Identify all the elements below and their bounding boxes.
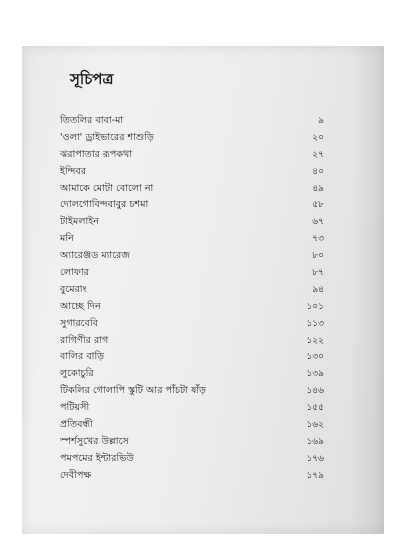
- toc-entry-title: লোফার: [60, 267, 89, 279]
- toc-entry-title: ইন্দিবর: [60, 165, 87, 177]
- toc-entry: [60, 468, 324, 485]
- toc-entry-page: ৯: [318, 116, 324, 126]
- toc-entry: [60, 147, 324, 164]
- toc-entry: [60, 197, 324, 214]
- toc-entry-title: দেবীপক্ষ: [60, 469, 92, 481]
- toc-entry: [60, 164, 324, 181]
- show-through-text: [332, 90, 378, 370]
- toc-entry-page: ২০: [312, 132, 324, 143]
- toc-entry: [60, 349, 324, 366]
- toc-entry: [60, 130, 324, 147]
- toc-entry-title: পটিয়সী: [60, 402, 90, 414]
- toc-entry: [60, 265, 324, 282]
- toc-entry-title: 'ওলা' ড্রাইভারের শাশুড়ি: [60, 131, 154, 143]
- toc-entry: [60, 333, 324, 350]
- toc-entry: [60, 451, 324, 468]
- toc-entry-page: ৭৩: [312, 234, 324, 245]
- toc-entry-title: টাইমলাইন: [60, 216, 99, 228]
- toc-entry: [60, 248, 324, 265]
- toc-entry-title: প্রতিবন্ধী: [60, 419, 93, 431]
- toc-entry-page: ৪৯: [312, 183, 324, 194]
- toc-entry: [60, 181, 324, 198]
- toc-entry: [60, 434, 324, 451]
- toc-entry-title: ঝরাপাতার রূপকথা: [60, 148, 133, 160]
- toc-entry-title: আচ্ছে দিন: [60, 300, 101, 312]
- toc-entry-page: ১৩০: [306, 352, 324, 363]
- toc-entry-title: তিতলির বাবা-মা: [60, 115, 124, 126]
- toc-entry-page: ৪০: [312, 166, 324, 177]
- toc-entry-title: বুমেরাং: [60, 283, 87, 295]
- toc-entry: [60, 316, 324, 333]
- toc-entry: [60, 400, 324, 417]
- toc-entry-title: লুকোচুরি: [60, 368, 94, 380]
- toc-entry: [60, 299, 324, 316]
- toc-entry: [60, 383, 324, 400]
- toc-entry-page: ১৪৬: [306, 386, 324, 397]
- toc-entry-page: ১২২: [306, 335, 324, 346]
- toc-entry-page: ১৬২: [306, 420, 324, 431]
- toc-entry-page: ৫৮: [312, 200, 324, 211]
- toc-entry-page: ৯৪: [312, 284, 324, 295]
- toc-entry: [60, 417, 324, 434]
- toc-entry-title: অ্যারেঞ্জড ম্যারেজ: [60, 250, 130, 262]
- contents-heading: সূচিপত্র: [70, 70, 114, 88]
- toc-entry-title: বালির বাড়ি: [60, 351, 105, 363]
- toc-entry: [60, 366, 324, 383]
- toc-entry-title: সুগারবেবি: [60, 317, 98, 329]
- book-page: [22, 46, 384, 534]
- toc-entry-title: স্পর্শসুখের উল্লাসে: [60, 435, 129, 447]
- toc-entry-page: ১৭৯: [306, 470, 324, 481]
- toc-entry-title: মনি: [60, 233, 74, 245]
- contents-list: [60, 113, 324, 485]
- toc-entry-page: ১০১: [306, 301, 324, 312]
- toc-entry-title: পমপমের ইন্টারভিউ: [60, 452, 134, 464]
- toc-entry-page: ১৭৬: [306, 453, 324, 464]
- toc-entry-page: ১১৩: [306, 318, 324, 329]
- toc-entry-page: ১৩৯: [306, 369, 324, 380]
- toc-entry-page: ৮০: [312, 251, 324, 262]
- toc-entry-title: রাগিণীর রাগ: [60, 334, 109, 346]
- toc-entry-page: ৬৭: [312, 217, 324, 228]
- toc-entry: [60, 231, 324, 248]
- toc-entry-page: ২৭: [312, 149, 324, 160]
- toc-entry: [60, 282, 324, 299]
- toc-entry-page: ১৫৫: [306, 403, 324, 414]
- toc-entry-page: ১৬৯: [306, 436, 324, 447]
- toc-entry: [60, 214, 324, 231]
- toc-entry-title: টিকলির গোলাপি স্কুটি আর পাঁচটা ষাঁড়: [60, 385, 207, 397]
- toc-entry-title: দোলগোবিন্দবাবুর চশমা: [60, 199, 149, 211]
- toc-entry-page: ৮৭: [312, 268, 324, 279]
- toc-entry: [60, 113, 324, 130]
- toc-entry-title: আমাকে মোটা বোলো না: [60, 182, 154, 194]
